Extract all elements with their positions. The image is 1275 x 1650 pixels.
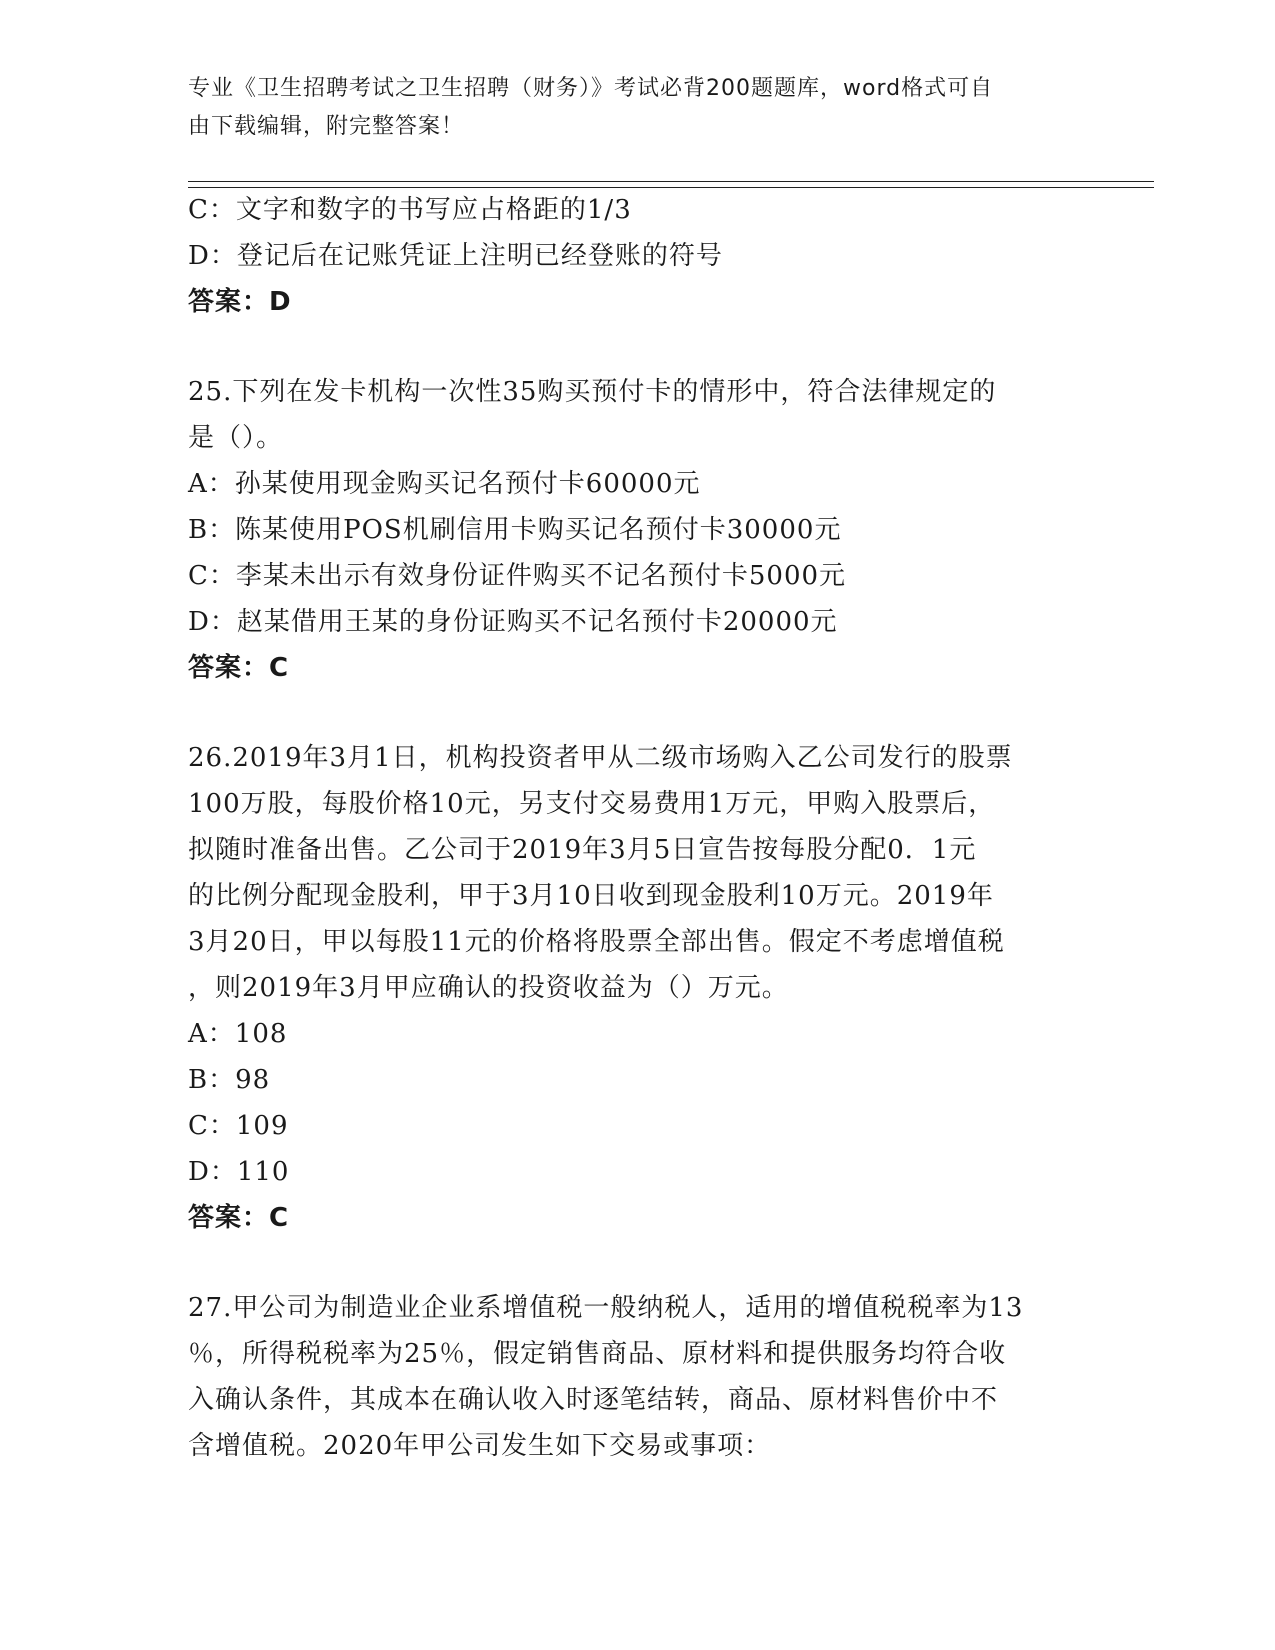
- header-divider-top: [188, 181, 1154, 182]
- answer: 答案：D: [188, 287, 292, 317]
- option-d: D：登记后在记账凭证上注明已经登账的符号: [188, 241, 723, 271]
- question-25: [188, 369, 1088, 691]
- option-d: D：110: [188, 1157, 290, 1187]
- option-a: A：108: [188, 1019, 288, 1049]
- option-b: B：98: [188, 1065, 271, 1095]
- question-stem: 27.甲公司为制造业企业系增值税一般纳税人，适用的增值税税率为13: [188, 1293, 1024, 1323]
- question-stem: 25.下列在发卡机构一次性35购买预付卡的情形中，符合法律规定的: [188, 377, 997, 407]
- question-stem: 3月20日，甲以每股11元的价格将股票全部出售。假定不考虑增值税: [188, 927, 1005, 957]
- document-header: [188, 70, 1088, 146]
- question-stem: 26.2019年3月1日，机构投资者甲从二级市场购入乙公司发行的股票: [188, 743, 1013, 773]
- option-d: D：赵某借用王某的身份证购买不记名预付卡20000元: [188, 607, 838, 637]
- document-body: [188, 187, 1088, 1469]
- option-b: B：陈某使用POS机刷信用卡购买记名预付卡30000元: [188, 515, 842, 545]
- question-stem: ，则2019年3月甲应确认的投资收益为（）万元。: [188, 973, 789, 1003]
- question-stem: 的比例分配现金股利，甲于3月10日收到现金股利10万元。2019年: [188, 881, 994, 911]
- question-stem: ％，所得税税率为25％，假定销售商品、原材料和提供服务均符合收: [188, 1339, 1007, 1369]
- option-c: C：109: [188, 1111, 289, 1141]
- answer: 答案：C: [188, 653, 290, 683]
- answer: 答案：C: [188, 1203, 290, 1233]
- question-stem: 含增值税。2020年甲公司发生如下交易或事项：: [188, 1431, 772, 1461]
- option-c: C：文字和数字的书写应占格距的1/3: [188, 195, 632, 225]
- question-26: [188, 735, 1088, 1241]
- question-27: [188, 1285, 1088, 1469]
- question-stem: 拟随时准备出售。乙公司于2019年3月5日宣告按每股分配0．1元: [188, 835, 977, 865]
- header-line-1: 专业《卫生招聘考试之卫生招聘（财务）》考试必背200题题库，word格式可自: [188, 76, 994, 101]
- question-stem: 100万股，每股价格10元，另支付交易费用1万元，甲购入股票后，: [188, 789, 996, 819]
- option-c: C：李某未出示有效身份证件购买不记名预付卡5000元: [188, 561, 847, 591]
- option-a: A：孙某使用现金购买记名预付卡60000元: [188, 469, 701, 499]
- question-stem: 是（）。: [188, 423, 284, 453]
- header-line-2: 由下载编辑，附完整答案！: [188, 114, 465, 139]
- question-24-tail: [188, 187, 1088, 325]
- question-stem: 入确认条件，其成本在确认收入时逐笔结转，商品、原材料售价中不: [188, 1385, 999, 1415]
